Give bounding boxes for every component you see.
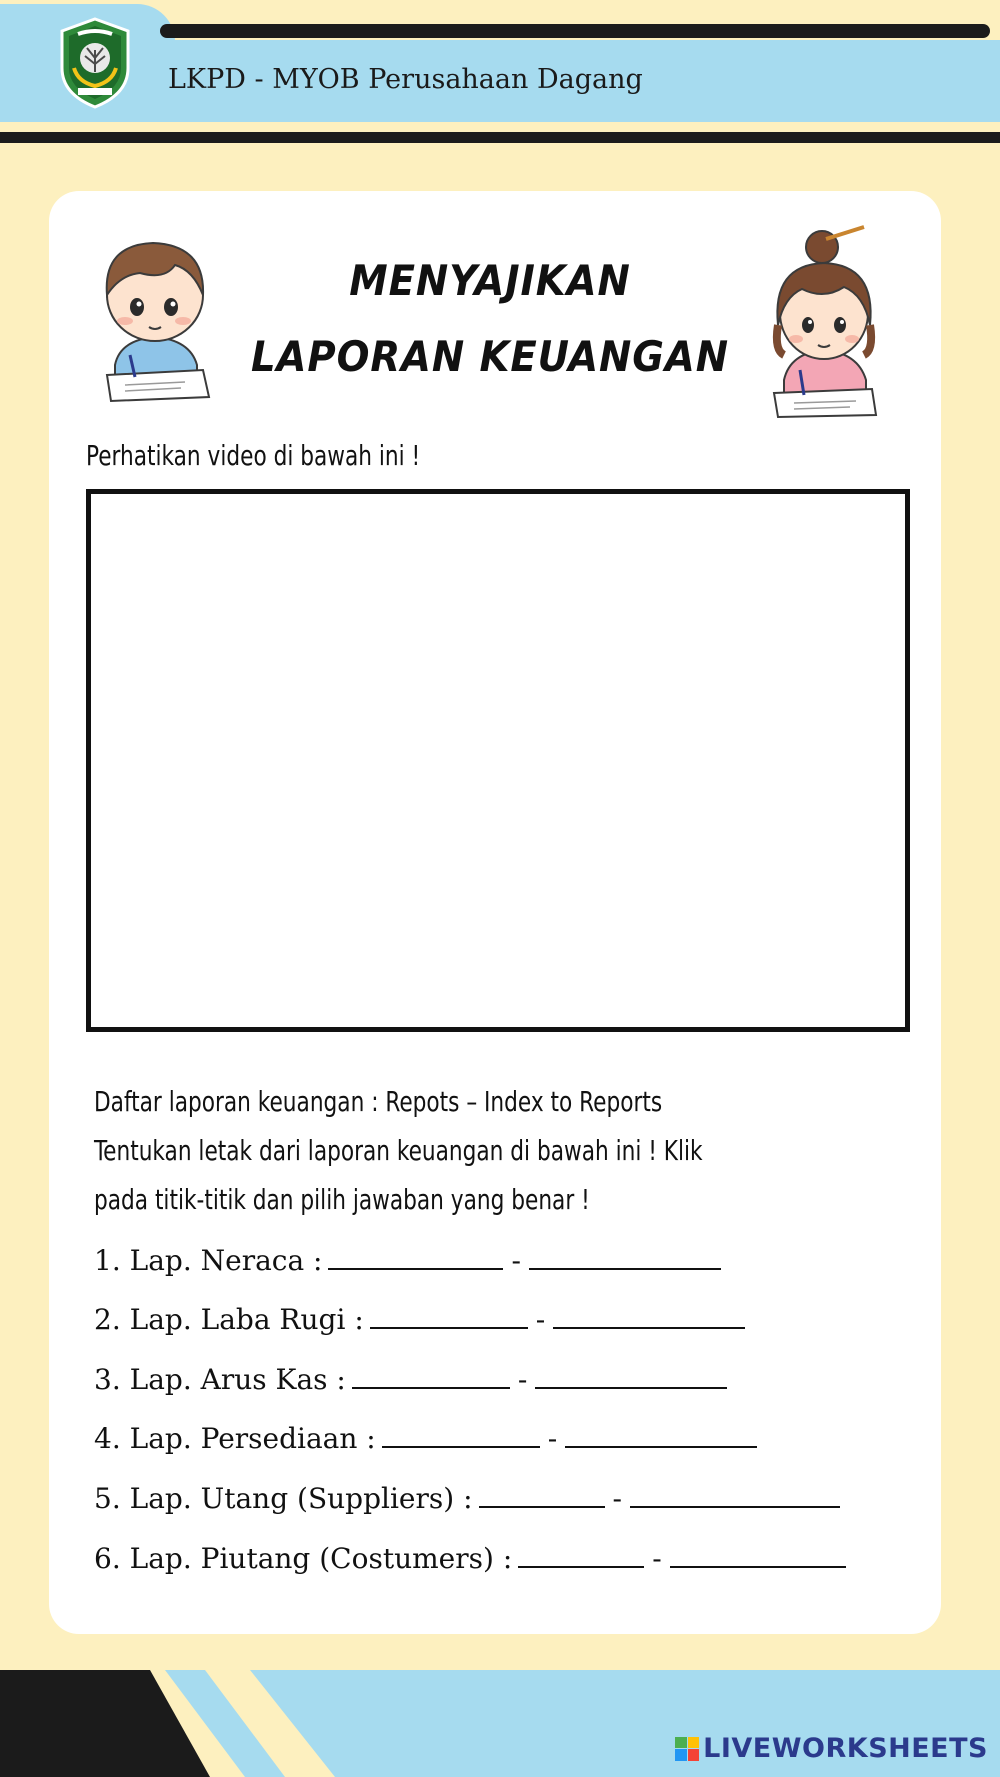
dash-separator: - [511,1244,521,1277]
video-instruction: Perhatikan video di bawah ini ! [86,439,421,472]
question-label: 5. Lap. Utang (Suppliers) : [94,1482,473,1515]
brand-text: LIVEWORKSHEETS [703,1733,988,1764]
answer-dropdown-6b[interactable] [670,1542,846,1568]
header-top-stripe [160,24,990,38]
answer-dropdown-6a[interactable] [518,1542,644,1568]
answer-dropdown-4b[interactable] [565,1422,757,1448]
dash-separator: - [612,1482,622,1515]
answer-dropdown-2a[interactable] [370,1303,528,1329]
dash-separator: - [517,1363,528,1396]
answer-dropdown-5a[interactable] [479,1482,605,1508]
boy-writing-icon [85,225,225,405]
question-row [94,1363,733,1396]
school-crest-icon [58,16,132,110]
dash-separator: - [535,1303,546,1336]
liveworksheets-logo-icon [675,1737,699,1761]
liveworksheets-brand[interactable] [675,1733,988,1764]
dash-separator: - [547,1422,558,1455]
info-line-1: Daftar laporan keuangan : Repots – Index to Reports [94,1085,663,1118]
video-player[interactable] [86,489,910,1032]
question-label: 2. Lap. Laba Rugi : [94,1303,364,1336]
answer-dropdown-4a[interactable] [382,1422,540,1448]
answer-dropdown-1b[interactable] [529,1244,721,1270]
question-row [94,1422,763,1455]
dash-separator: - [652,1542,662,1575]
question-row [94,1244,727,1277]
question-label: 6. Lap. Piutang (Costumers) : [94,1542,513,1575]
question-row [94,1303,751,1336]
question-row [94,1482,846,1515]
question-label: 1. Lap. Neraca : [94,1244,323,1277]
answer-dropdown-2b[interactable] [553,1303,745,1329]
answer-dropdown-1a[interactable] [328,1244,503,1270]
answer-dropdown-3b[interactable] [535,1363,727,1389]
worksheet-title-line2: LAPORAN KEUANGAN [250,332,730,381]
worksheet-title-line1: MENYAJIKAN [349,256,631,305]
header-bottom-stripe [0,132,1000,143]
question-label: 4. Lap. Persediaan : [94,1422,376,1455]
question-row [94,1542,852,1575]
answer-dropdown-5b[interactable] [630,1482,840,1508]
answer-dropdown-3a[interactable] [352,1363,510,1389]
page-title: LKPD - MYOB Perusahaan Dagang [168,64,643,95]
info-line-2: Tentukan letak dari laporan keuangan di bawah ini ! Klik [94,1134,703,1167]
info-line-3: pada titik-titik dan pilih jawaban yang benar ! [94,1183,590,1216]
girl-writing-icon [760,225,890,420]
question-label: 3. Lap. Arus Kas : [94,1363,346,1396]
